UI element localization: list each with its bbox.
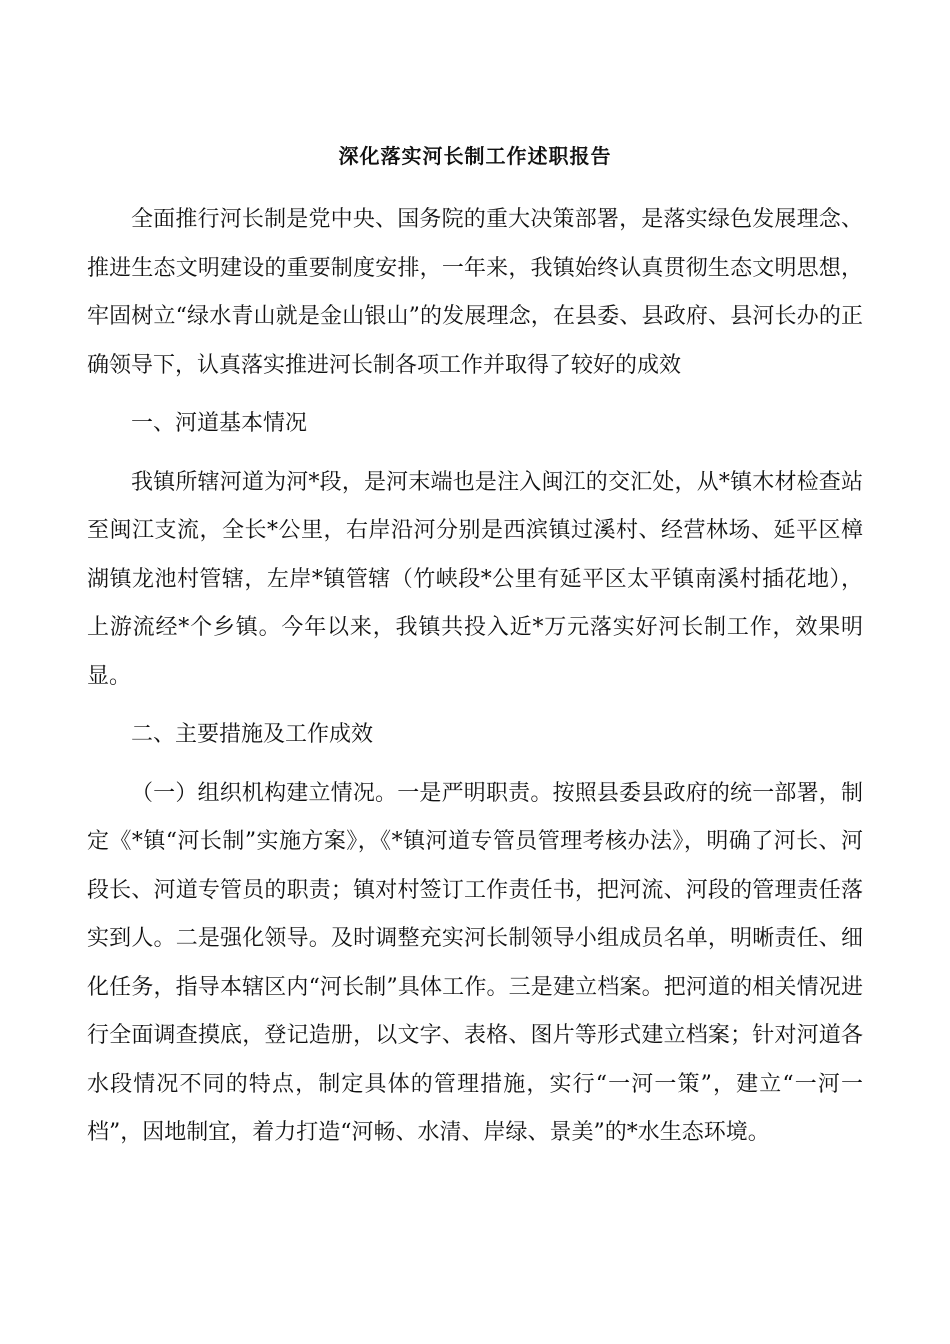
paragraph-organization: （一）组织机构建立情况。一是严明职责。按照县委县政府的统一部署，制定《*镇“河长制”实施方案》，《*镇河道专管员管理考核办法》，明确了河长、河段长、河道专管员的职责；镇对村签订工作责任书，把河流、河段的管理责任落实到人。二是强化领导。及时调整充实河长制领导小组成员名单，明晰责任、细化任务，指导本辖区内“河长制”具体工作。三是建立档案。把河道的相关情况进行全面调查摸底，登记造册，以文字、表格、图片等形式建立档案；针对河道各水段情况不同的特点，制定具体的管理措施，实行“一河一策”，建立“一河一档”，因地制宜，着力打造“河畅、水清、岸绿、景美”的*水生态环境。: [87, 780, 863, 1145]
paragraph-intro: 全面推行河长制是党中央、国务院的重大决策部署，是落实绿色发展理念、推进生态文明建设的重要制度安排，一年来，我镇始终认真贯彻生态文明思想，牢固树立“绿水青山就是金山银山”的发展理念，在县委、县政府、县河长办的正确领导下，认真落实推进河长制各项工作并取得了较好的成效: [87, 207, 863, 378]
paragraph-river-basics: 我镇所辖河道为河*段，是河末端也是注入闽江的交汇处，从*镇木材检查站至闽江支流，全长*公里，右岸沿河分别是西滨镇过溪村、经营林场、延平区樟湖镇龙池村管辖，左岸*镇管辖（竹峡段*公里有延平区太平镇南溪村插花地），上游流经*个乡镇。今年以来，我镇共投入近*万元落实好河长制工作，效果明显。: [87, 469, 863, 689]
section-heading-measures: 二、主要措施及工作成效: [131, 722, 374, 747]
section-heading-river-basics: 一、河道基本情况: [131, 411, 308, 436]
document-body: [87, 196, 863, 1158]
document-title: 深化落实河长制工作述职报告: [338, 144, 612, 168]
